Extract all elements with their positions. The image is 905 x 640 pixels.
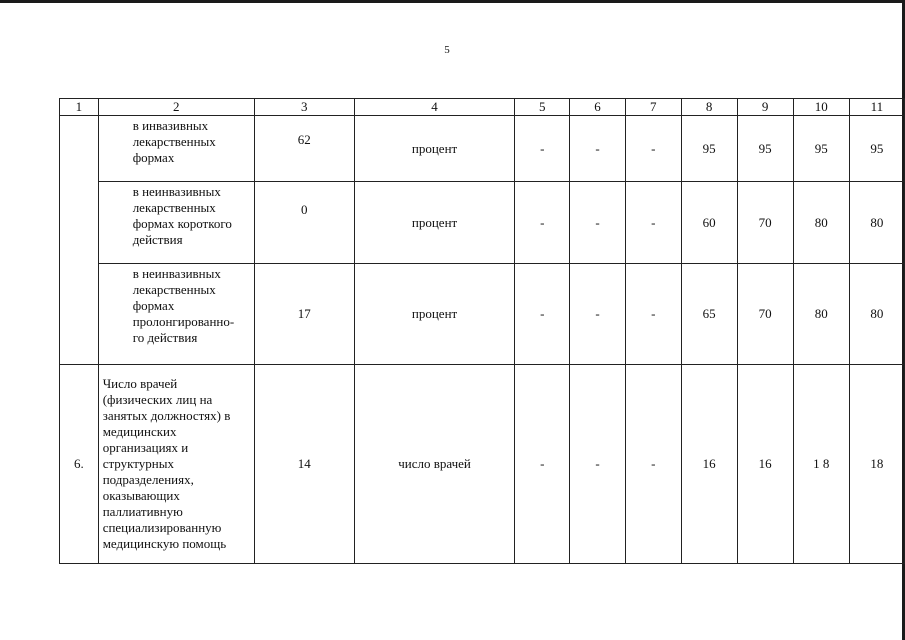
name-line: лекарственных	[132, 282, 216, 297]
name-line: действия	[132, 232, 183, 247]
name-line: лекарственных	[132, 200, 216, 215]
value-cell: -	[515, 365, 570, 564]
name-line: подразделениях,	[102, 472, 194, 487]
value-cell: -	[515, 264, 570, 365]
value-cell: 16	[737, 365, 793, 564]
header-cell: 9	[737, 99, 793, 116]
name-line: пролонгированно-	[132, 314, 235, 329]
header-cell: 3	[254, 99, 354, 116]
table-row	[60, 116, 905, 182]
unit-cell: число врачей	[354, 365, 515, 564]
name-line: организациях и	[102, 440, 189, 455]
value-cell: 1 8	[793, 365, 849, 564]
name-line: Число врачей	[102, 376, 178, 391]
name-line: формах	[132, 150, 175, 165]
indicator-name-cell	[98, 365, 254, 564]
table-row	[60, 264, 905, 365]
name-line: формах короткого	[132, 216, 232, 231]
name-line: в неинвазивных	[132, 266, 221, 281]
base-value-cell: 62	[254, 116, 354, 182]
name-line: формах	[132, 298, 175, 313]
base-value-cell: 17	[254, 264, 354, 365]
value-cell: 70	[737, 264, 793, 365]
value-cell: 80	[849, 264, 904, 365]
page-number: 5	[444, 44, 450, 56]
value-cell: -	[515, 182, 570, 264]
unit-cell: процент	[354, 182, 515, 264]
value-cell: 95	[793, 116, 849, 182]
value-cell: 70	[737, 182, 793, 264]
header-cell: 5	[515, 99, 570, 116]
value-cell: -	[570, 182, 626, 264]
header-cell: 1	[60, 99, 99, 116]
value-cell: 80	[793, 264, 849, 365]
value-cell: 95	[849, 116, 904, 182]
name-line: (физических лиц на	[102, 392, 213, 407]
base-value-cell: 0	[254, 182, 354, 264]
value-cell: 80	[849, 182, 904, 264]
value-cell: 18	[849, 365, 904, 564]
value-cell: 95	[681, 116, 737, 182]
header-cell: 10	[793, 99, 849, 116]
name-line: лекарственных	[132, 134, 216, 149]
header-cell: 4	[354, 99, 515, 116]
name-line: оказывающих	[102, 488, 180, 503]
name-line: паллиативную	[102, 504, 183, 519]
header-cell: 7	[625, 99, 681, 116]
indicator-name-cell	[98, 182, 254, 264]
value-cell: -	[515, 116, 570, 182]
value-cell: 65	[681, 264, 737, 365]
value-cell: -	[570, 116, 626, 182]
name-line: го действия	[132, 330, 198, 345]
value-cell: -	[625, 116, 681, 182]
value-cell: 95	[737, 116, 793, 182]
header-cell: 11	[849, 99, 904, 116]
table-header-row	[60, 99, 905, 116]
indicator-table	[59, 98, 905, 564]
header-cell: 8	[681, 99, 737, 116]
indicator-name-cell	[98, 116, 254, 182]
name-line: занятых должностях) в	[102, 408, 231, 423]
table-row	[60, 182, 905, 264]
value-cell: 80	[793, 182, 849, 264]
row-number-cell-empty	[60, 116, 99, 365]
table-row	[60, 365, 905, 564]
name-line: медицинских	[102, 424, 177, 439]
name-line: в инвазивных	[132, 118, 209, 133]
row-number-cell: 6.	[60, 365, 99, 564]
base-value-cell: 14	[254, 365, 354, 564]
value-cell: -	[570, 365, 626, 564]
name-line: медицинскую помощь	[102, 536, 227, 551]
value-cell: -	[625, 264, 681, 365]
header-cell: 2	[98, 99, 254, 116]
name-line: в неинвазивных	[132, 184, 221, 199]
indicator-name-cell	[98, 264, 254, 365]
name-line: специализированную	[102, 520, 222, 535]
unit-cell: процент	[354, 116, 515, 182]
value-cell: 16	[681, 365, 737, 564]
value-cell: -	[625, 365, 681, 564]
header-cell: 6	[570, 99, 626, 116]
value-cell: -	[570, 264, 626, 365]
scan-top-edge	[0, 0, 905, 3]
value-cell: 60	[681, 182, 737, 264]
value-cell: -	[625, 182, 681, 264]
name-line: структурных	[102, 456, 174, 471]
unit-cell: процент	[354, 264, 515, 365]
